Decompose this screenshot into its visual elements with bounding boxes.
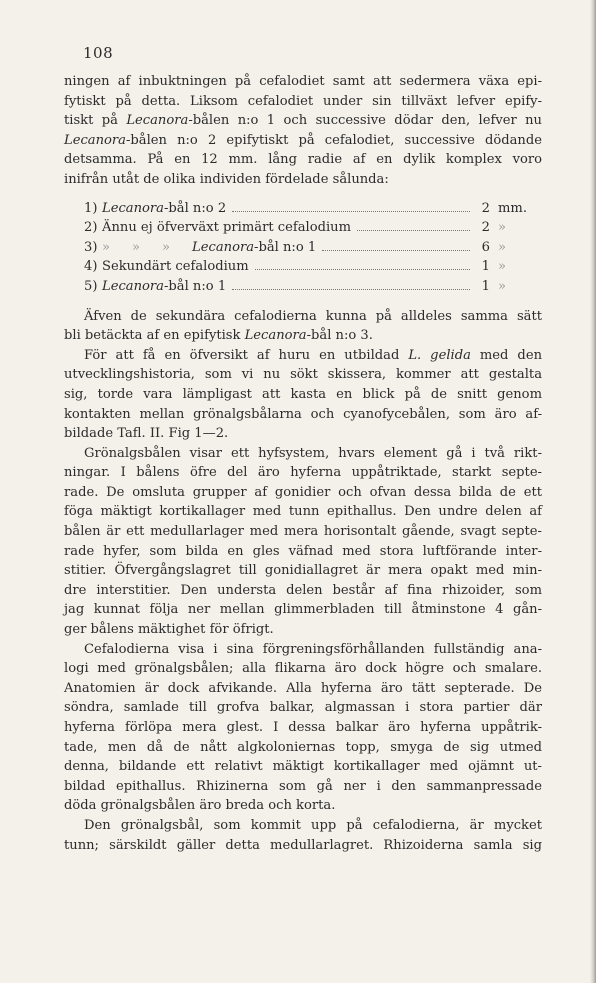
ditto-mark: » — [498, 220, 507, 236]
text-line: dre interstitier. Den understa delen består af fina rhizoider, som — [64, 582, 542, 598]
text-line: denna, bildande ett relativt mäktigt kortikallager med ojämnt ut- — [64, 759, 542, 775]
taxon-name: Lecanora — [102, 278, 164, 294]
list-item: 2) Ännu ej öfverväxt primärt cefalodium 2 » — [84, 218, 542, 238]
paragraph-1 — [64, 72, 542, 190]
text-line: För att få en öfversikt af huru en utbildad L. gelida med den — [84, 347, 542, 363]
text-line: bålen är ett medullarlager med mera horisontalt gående, svagt septe- — [64, 524, 542, 540]
text-line: bli betäckta af en epifytisk Lecanora-bål n:o 3. — [64, 328, 373, 344]
taxon-name: L. gelida — [408, 347, 471, 363]
text-line: Lecanora-bålen n:o 2 epifytiskt på cefalodiet, successive dödande — [64, 132, 542, 148]
ditto-mark: » — [498, 259, 507, 275]
list-item: 5) Lecanora-bål n:o 1 1 » — [84, 277, 542, 297]
text-line: ger bålens mäktighet för öfrigt. — [64, 622, 274, 638]
measure-value: 2 — [481, 200, 490, 216]
page-number: 108 — [83, 44, 114, 62]
paragraph-4 — [64, 444, 542, 640]
text-line: tunn; särskildt gäller detta medullarlagret. Rhizoiderna samla sig — [64, 837, 542, 853]
text-line: Grönalgsbålen visar ett hyfsystem, hvars element gå i två rikt- — [84, 445, 542, 461]
list-item: 1) Lecanora-bål n:o 2 2 mm. — [84, 199, 542, 219]
leader-dots — [357, 229, 470, 231]
text-line: ningen af inbuktningen på cefalodiet samt att sedermera växa epi- — [64, 74, 542, 89]
taxon-name: Lecanora — [102, 200, 164, 216]
leader-dots — [322, 249, 470, 251]
layer-list — [64, 199, 542, 297]
text-line: jag kunnat följa ner mellan glimmerbladen till åtminstone 4 gån- — [64, 602, 542, 618]
leader-dots — [232, 210, 470, 212]
list-item: 4) Sekundärt cefalodium 1 » — [84, 257, 542, 277]
taxon-name: Lecanora — [64, 132, 126, 148]
text-line: bildad epithallus. Rhizinerna som gå ner i den sammanpressade — [64, 778, 542, 794]
measure-value: 1 — [481, 278, 490, 294]
measure-value: 1 — [481, 259, 490, 275]
text-line: ningar. I bålens öfre del äro hyferna uppåtriktade, starkt septe- — [64, 465, 542, 481]
text-line: tade, men då de nått algkoloniernas topp, smyga de sig utmed — [64, 739, 542, 755]
text-line: Cefalodierna visa i sina förgreningsförhållanden fullständig ana- — [84, 641, 542, 657]
text-line: utvecklingshistoria, som vi nu sökt skissera, kommer att gestalta — [64, 367, 542, 383]
text-line: hyferna förlöpa mera glest. I dessa balkar äro hyferna uppåtrik- — [64, 720, 542, 735]
leader-dots — [255, 268, 470, 270]
text-line: stitier. Öfvergångslagret till gonidiallagret är mera opakt med min- — [64, 563, 542, 579]
ditto-mark: » — [498, 278, 507, 294]
text-line: Den grönalgsbål, som kommit upp på cefalodierna, är mycket — [84, 817, 542, 833]
text-line: bildade Tafl. II. Fig 1—2. — [64, 426, 229, 442]
page-edge — [590, 0, 596, 983]
ditto-mark: » — [162, 239, 171, 255]
measure-value: 2 — [481, 220, 490, 236]
taxon-name: Lecanora — [126, 113, 189, 129]
text-line: Äfven de sekundära cefalodierna kunna på alldeles samma sätt — [84, 308, 542, 324]
text-line: döda grönalgsbålen äro breda och korta. — [64, 798, 336, 814]
text-line: logi med grönalgsbålen; alla flikarna äro dock högre och smalare. — [64, 661, 542, 677]
paragraph-2 — [64, 307, 542, 346]
leader-dots — [232, 288, 470, 290]
text-line: sig, torde vara lämpligast att kasta en blick på de snitt genom — [64, 386, 542, 402]
text-line: tiskt på Lecanora-bålen n:o 1 och successive dödar den, lefver nu — [64, 113, 542, 129]
body-text — [64, 72, 542, 855]
text-line: kontakten mellan grönalgsbålarna och cyanofycebålen, som äro af- — [64, 406, 542, 422]
ditto-mark: » — [132, 239, 141, 255]
ditto-mark: » — [102, 239, 111, 255]
text-line: rade. De omsluta grupper af gonidier och ofvan dessa bilda de ett — [64, 484, 542, 500]
paragraph-3 — [64, 346, 542, 444]
paragraph-6 — [64, 816, 542, 855]
taxon-name: Lecanora — [244, 328, 307, 344]
taxon-name: Lecanora — [192, 239, 255, 255]
measure-unit: mm. — [498, 200, 527, 216]
text-line: fytiskt på detta. Liksom cefalodiet under sin tillväxt lefver epify- — [64, 93, 542, 109]
text-line: inifrån utåt de olika individen fördelade sålunda: — [64, 171, 389, 187]
text-line: föga mäktigt kortikallager med tunn epithallus. Den undre delen af — [64, 504, 542, 520]
list-item: 3) » » » Lecanora-bål n:o 1 6 » — [84, 238, 542, 258]
measure-value: 6 — [481, 239, 490, 255]
text-line: Anatomien är dock afvikande. Alla hyferna äro tätt septerade. De — [64, 680, 542, 696]
text-line: söndra, samlade till grofva balkar, algmassan i stora partier där — [64, 700, 542, 716]
text-line: rade hyfer, som bilda en gles väfnad med stora luftförande inter- — [64, 543, 542, 559]
text-line: detsamma. På en 12 mm. lång radie af en dylik komplex voro — [64, 152, 542, 168]
paragraph-5 — [64, 640, 542, 816]
ditto-mark: » — [498, 239, 507, 255]
